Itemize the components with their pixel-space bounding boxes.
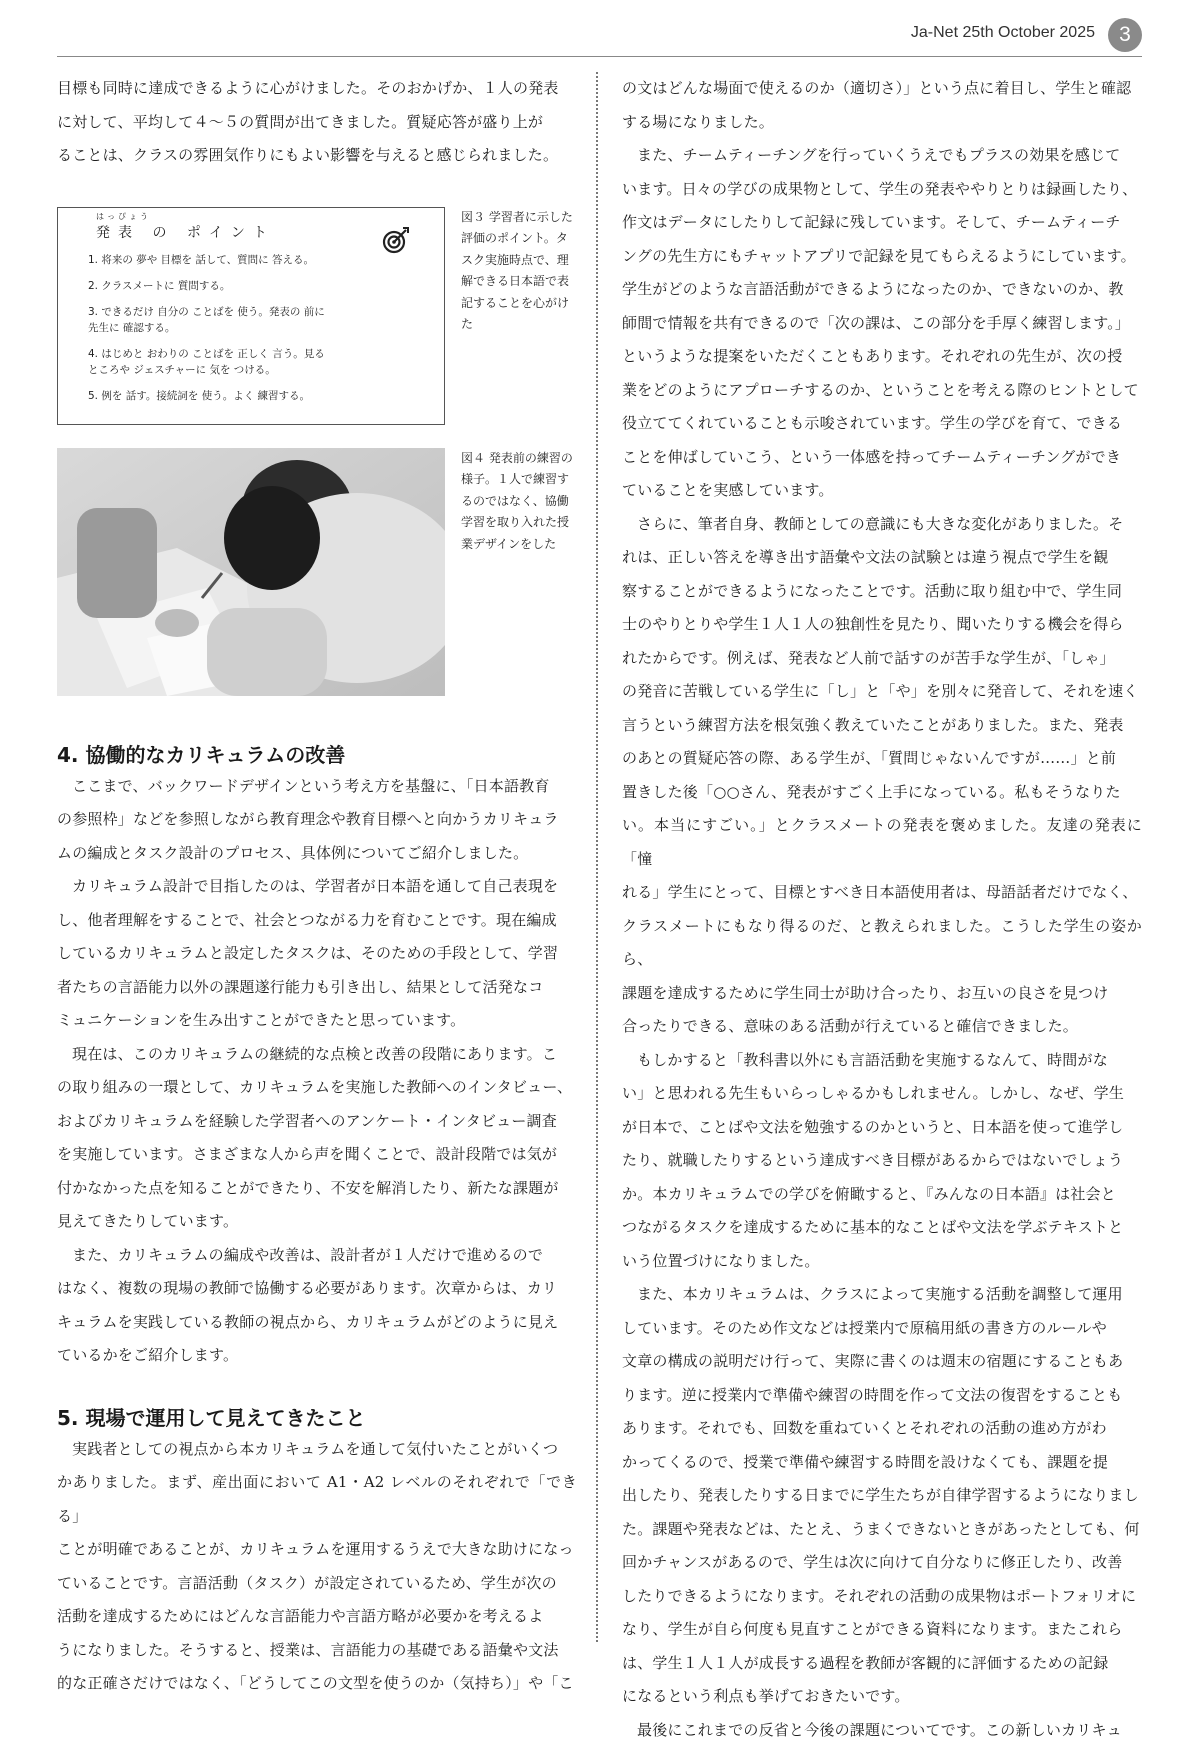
figure-4-photo [57, 448, 445, 696]
right-paragraph-2: また、チームティーチングを行っていくうえでもプラスの効果を感じて います。日々の学びの成果物として、学生の発表ややりとりは録画したり、 作文はデータにしたりして記録に残しています。そして、チームティーチ ングの先生方にもチャットアプリで記録を見てもらえるようにしています。 学生がどのような言語活動ができるようになったのか、できないのか、教 師間で情報を共有できるので「次の課は、この部分を手厚く練習します。」 というような提案をいただくこともあります。それぞれの先生が、次の授 業をどのようにアプローチするのか、ということを考える際のヒントとして 役立ててくれていることも示唆されています。学生の学びを育て、できる ことを伸ばしていこう、という一体感を持ってチームティーチングができ ていることを実感しています。 [622, 139, 1142, 508]
right-paragraph-1: の文はどんな場面で使えるのか（適切さ）」という点に着目し、学生と確認 する場になりました。 [622, 72, 1142, 139]
figure-3-caption: 図３ 学習者に示した評価のポイント。タスク実施時点で、理解できる日本語で表記することを心がけた [461, 207, 577, 336]
right-paragraph-4: もしかすると「教科書以外にも言語活動を実施するなんて、時間がな い」と思われる先生もいらっしゃるかもしれません。しかし、なぜ、学生 が日本で、ことばや文法を勉強するのかというと、日本語を使って進学し たり、就職したりするという達成すべき目標があるからではないでしょう か。本カリキュラムでの学びを俯瞰すると、『みんなの日本語』は社会と つながるタスクを達成するために基本的なことばや文法を学ぶテキストと いう位置づけになりました。 [622, 1044, 1142, 1279]
section-4-paragraph-4: また、カリキュラムの編成や改善は、設計者が１人だけで進めるので はなく、複数の現場の教師で協働する必要があります。次章からは、カリ キュラムを実践している教師の視点から、カリキュラムがどのように見え ているかをご紹介します。 [57, 1239, 577, 1373]
header-publication-date: Ja-Net 25th October 2025 [911, 24, 1095, 42]
page-number-badge: 3 [1108, 18, 1142, 52]
figure-3-title-ruby: はっぴょう [96, 211, 151, 222]
figure-3-point-1: 1. 将来の 夢や 目標を 話して、質問に 答える。 [88, 252, 428, 268]
figure-3-point-4: 4. はじめと おわりの ことばを 正しく 言う。見る ところや ジェスチャーに 気を つける。 [88, 346, 428, 378]
students-practicing-photo [57, 448, 445, 696]
right-paragraph-3: さらに、筆者自身、教師としての意識にも大きな変化がありました。そ れは、正しい答えを導き出す語彙や文法の試験とは違う視点で学生を観 察することができるようになったことです。活動に取り組む中で、学生同 士のやりとりや学生１人１人の独創性を見たり、聞いたりする機会を得ら れたからです。例えば、発表など人前で話すのが苦手な学生が、「しゃ」 の発音に苦戦している学生に「し」と「や」を別々に発音して、それを速く 言うという練習方法を根気強く教えていたことがありました。また、発表 のあとの質疑応答の際、ある学生が、「質問じゃないんですが……」と前 置きした後「○○さん、発表がすごく上手になっている。私もそうなりた い。本当にすごい。」とクラスメートの発表を褒めました。友達の発表に「憧 れる」学生にとって、目標とすべき日本語使用者は、母語話者だけでなく、 クラスメートにもなり得るのだ、と教えられました。こうした学生の姿から、 課題を達成するために学生同士が助け合ったり、お互いの良さを見つけ 合ったりできる、意味のある活動が行えていると確信できました。 [622, 508, 1142, 1044]
column-divider [596, 72, 598, 1642]
header-rule [57, 56, 1142, 57]
figure-3-title: 発表 の ポイント [96, 222, 275, 242]
section-4-paragraph-1: ここまで、バックワードデザインという考え方を基盤に、「日本語教育 の参照枠」などを参照しながら教育理念や教育目標へと向かうカリキュラ ムの編成とタスク設計のプロセス、具体例についてご紹介しました。 [57, 770, 577, 871]
right-paragraph-5: また、本カリキュラムは、クラスによって実施する活動を調整して運用 しています。そのため作文などは授業内で原稿用紙の書き方のルールや 文章の構成の説明だけ行って、実際に書くのは週末の宿題にすることもあ ります。逆に授業内で準備や練習の時間を作って文法の復習をすることも あります。それでも、回数を重ねていくとそれぞれの活動の進め方がわ かってくるので、授業で準備や練習する時間を設けなくても、課題を提 出したり、発表したりする日までに学生たちが自律学習するようになりまし た。課題や発表などは、たとえ、うまくできないときがあったとしても、何 回かチャンスがあるので、学生は次に向けて自分なりに修正したり、改善 したりできるようになります。それぞれの活動の成果物はポートフォリオに なり、学生が自ら何度も見直すことができる資料になります。またこれら は、学生１人１人が成長する過程を教師が客観的に評価するための記録 になるという利点も挙げておきたいです。 [622, 1278, 1142, 1714]
section-5-paragraph-1: 実践者としての視点から本カリキュラムを通して気付いたことがいくつ かありました。まず、産出面において A1・A2 レベルのそれぞれで「できる」 ことが明確であることが、カリキュラムを運用するうえで大きな助けになっ ていることです。言語活動（タスク）が設定されているため、学生が次の 活動を達成するためにはどんな言語能力や言語方略が必要かを考えるよ うになりました。そうすると、授業は、言語能力の基礎である語彙や文法 的な正確さだけではなく、「どうしてこの文型を使うのか（気持ち）」や「こ [57, 1433, 577, 1701]
left-column [57, 72, 577, 1701]
intro-paragraph: 目標も同時に達成できるように心がけました。そのおかげか、１人の発表 に対して、平均して４～５の質問が出てきました。質疑応答が盛り上が ることは、クラスの雰囲気作りにもよい影響を与えると感じられました。 [57, 72, 577, 173]
right-paragraph-6: 最後にこれまでの反省と今後の課題についてです。この新しいカリキュ [622, 1714, 1142, 1747]
target-icon [382, 226, 410, 254]
section-4-heading: 4. 協働的なカリキュラムの改善 [57, 740, 577, 770]
figure-3-point-5: 5. 例を 話す。接続詞を 使う。よく 練習する。 [88, 388, 428, 404]
figure-3-point-3: 3. できるだけ 自分の ことばを 使う。発表の 前に 先生に 確認する。 [88, 304, 428, 336]
figure-4-caption: 図４ 発表前の練習の様子。１人で練習するのではなく、協働学習を取り入れた授業デザインをした [461, 448, 577, 556]
section-4-paragraph-2: カリキュラム設計で目指したのは、学習者が日本語を通して自己表現を し、他者理解をすることで、社会とつながる力を育むことです。現在編成 しているカリキュラムと設定したタスクは、そのための手段として、学習 者たちの言語能力以外の課題遂行能力も引き出し、結果として活発なコ ミュニケーションを生み出すことができたと思っています。 [57, 870, 577, 1038]
section-4-paragraph-3: 現在は、このカリキュラムの継続的な点検と改善の段階にあります。こ の取り組みの一環として、カリキュラムを実施した教師へのインタビュー、 およびカリキュラムを経験した学習者へのアンケート・インタビュー調査 を実施しています。さまざまな人から声を聞くことで、設計段階では気が 付かなかった点を知ることができたり、不安を解消したり、新たな課題が 見えてきたりしています。 [57, 1038, 577, 1239]
figure-3-points-box [57, 207, 445, 425]
section-5-heading: 5. 現場で運用して見えてきたこと [57, 1403, 577, 1433]
figure-3-point-2: 2. クラスメートに 質問する。 [88, 278, 428, 294]
right-column [622, 72, 1142, 1747]
figure-4 [57, 448, 577, 696]
figure-3 [57, 207, 577, 425]
